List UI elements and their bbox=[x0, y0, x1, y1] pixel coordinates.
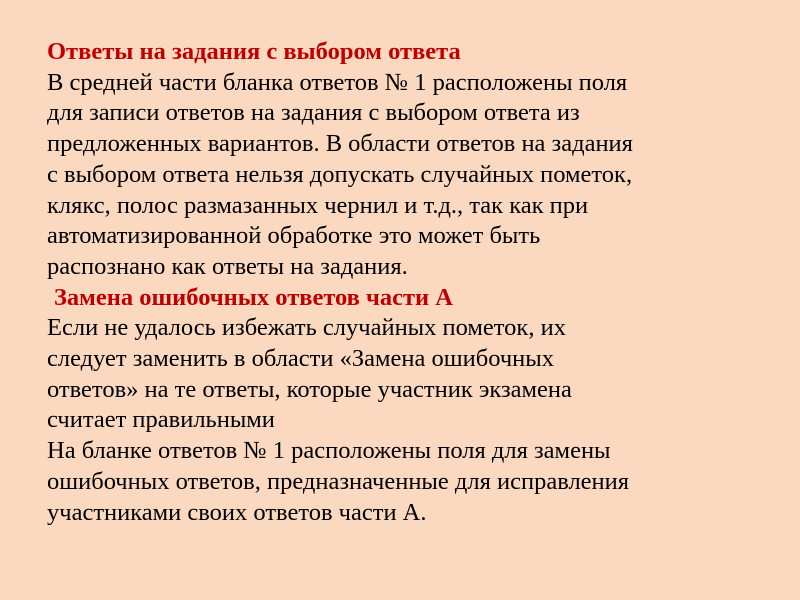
text-line: клякс, полос размазанных чернил и т.д., так как при bbox=[47, 191, 589, 219]
section-body-replacement bbox=[47, 313, 767, 436]
section-body-answers bbox=[47, 68, 767, 283]
text-line: ошибочных ответов, предназначенные для исправления bbox=[47, 467, 630, 495]
text-line: с выбором ответа нельзя допускать случайных пометок, bbox=[47, 160, 633, 188]
text-line: следует заменить в области «Замена ошибочных bbox=[47, 345, 554, 373]
text-line: распознано как ответы на задания. bbox=[47, 252, 408, 280]
section-body-fields bbox=[47, 436, 767, 528]
text-line: автоматизированной обработке это может быть bbox=[47, 222, 541, 250]
text-line: участниками своих ответов части А. bbox=[47, 498, 427, 526]
text-line: ответов» на те ответы, которые участник экзамена bbox=[47, 375, 572, 403]
text-line: Если не удалось избежать случайных пометок, их bbox=[47, 314, 566, 342]
text-line: для записи ответов на задания с выбором ответа из bbox=[47, 99, 580, 127]
text-line: предложенных вариантов. В области ответов на задания bbox=[47, 130, 633, 158]
section-heading-replacement: Замена ошибочных ответов части А bbox=[54, 283, 453, 311]
text-line: В средней части бланка ответов № 1 расположены поля bbox=[47, 68, 628, 96]
text-line: считает правильными bbox=[47, 406, 275, 434]
text-line: На бланке ответов № 1 расположены поля для замены bbox=[47, 437, 611, 465]
slide-content bbox=[47, 37, 767, 528]
section-heading-answers: Ответы на задания с выбором ответа bbox=[47, 38, 461, 65]
